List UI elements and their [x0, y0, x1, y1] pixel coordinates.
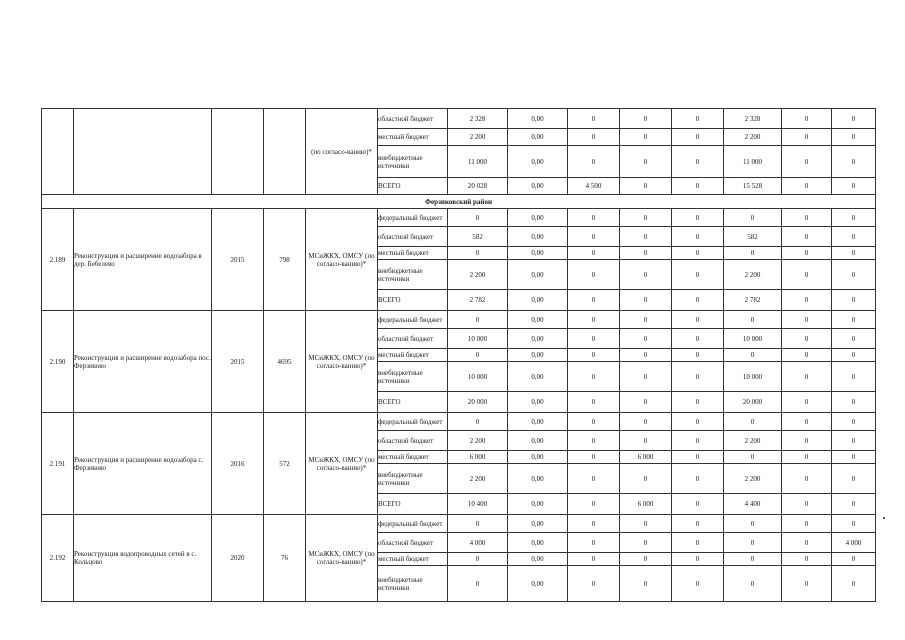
scan-speck: [883, 517, 885, 519]
value-cell: 10 000: [448, 329, 508, 349]
value-cell: 6 000: [620, 494, 672, 515]
value-cell: 0: [832, 566, 876, 602]
value-cell: 0: [672, 329, 724, 349]
value-cell: 0: [832, 329, 876, 349]
value-cell: 0: [782, 392, 832, 413]
value-cell: 2 328: [724, 109, 782, 129]
value-cell: 0: [672, 413, 724, 431]
value-cell: 20 000: [724, 392, 782, 413]
value-cell: 0: [672, 109, 724, 129]
value-cell: 0: [782, 553, 832, 566]
funding-source-cell: ВСЕГО: [378, 290, 448, 311]
value-cell: 2 782: [724, 290, 782, 311]
value-cell: 0,00: [508, 329, 568, 349]
value-cell: 0: [620, 290, 672, 311]
value-cell: 0: [832, 494, 876, 515]
value-cell: 0: [672, 247, 724, 260]
value-cell: 0,00: [508, 146, 568, 178]
value-cell: 0: [672, 129, 724, 146]
capacity-cell: 76: [264, 515, 306, 602]
value-cell: 0,00: [508, 129, 568, 146]
value-cell: 0: [620, 392, 672, 413]
value-cell: 0: [672, 362, 724, 392]
value-cell: 0: [568, 362, 620, 392]
value-cell: 0: [448, 515, 508, 533]
value-cell: 0: [620, 247, 672, 260]
value-cell: 0: [672, 451, 724, 464]
value-cell: 0,00: [508, 413, 568, 431]
value-cell: 0: [568, 464, 620, 494]
value-cell: 0: [672, 260, 724, 290]
value-cell: 0: [724, 349, 782, 362]
value-cell: 0: [832, 349, 876, 362]
value-cell: 0: [672, 290, 724, 311]
value-cell: 2 200: [724, 260, 782, 290]
value-cell: 0: [568, 311, 620, 329]
value-cell: 4 000: [448, 533, 508, 553]
value-cell: 0,00: [508, 566, 568, 602]
funding-source-cell: внебюджетные источники: [378, 146, 448, 178]
value-cell: 0: [568, 209, 620, 227]
value-cell: 0,00: [508, 494, 568, 515]
value-cell: 11 000: [448, 146, 508, 178]
value-cell: 0,00: [508, 349, 568, 362]
value-cell: 0: [568, 515, 620, 533]
funding-source-cell: внебюджетные источники: [378, 362, 448, 392]
value-cell: 0: [568, 451, 620, 464]
value-cell: 582: [448, 227, 508, 247]
funding-source-cell: ВСЕГО: [378, 178, 448, 195]
value-cell: 2 200: [724, 431, 782, 451]
value-cell: 0: [620, 349, 672, 362]
value-cell: 0: [672, 566, 724, 602]
value-cell: 0: [620, 109, 672, 129]
value-cell: 2 200: [724, 129, 782, 146]
value-cell: 0: [832, 146, 876, 178]
value-cell: 0: [568, 553, 620, 566]
value-cell: 0: [672, 146, 724, 178]
value-cell: 0: [620, 227, 672, 247]
value-cell: 0: [832, 260, 876, 290]
value-cell: 0: [782, 515, 832, 533]
project-name-cell: Реконструкция водопроводных сетей в с. Кольцово: [74, 515, 212, 602]
funding-source-cell: местный бюджет: [378, 553, 448, 566]
district-header-row: [42, 195, 876, 209]
value-cell: 0: [782, 109, 832, 129]
value-cell: 0: [620, 566, 672, 602]
table-row: [42, 209, 876, 227]
value-cell: 0: [782, 349, 832, 362]
funding-source-cell: федеральный бюджет: [378, 515, 448, 533]
value-cell: 0: [782, 129, 832, 146]
value-cell: 0: [672, 464, 724, 494]
value-cell: 0: [568, 290, 620, 311]
value-cell: 0,00: [508, 392, 568, 413]
project-name-cell: Реконструкция и расширение водозабора с. Ферзиково: [74, 413, 212, 515]
value-cell: 0: [832, 431, 876, 451]
value-cell: 6 000: [620, 451, 672, 464]
responsible-org-cell: МСиЖКХ, ОМСУ (по согласо-ванию)*: [306, 515, 378, 602]
funding-source-cell: внебюджетные источники: [378, 566, 448, 602]
year-cell: 2015: [212, 311, 264, 413]
value-cell: 10 000: [724, 362, 782, 392]
value-cell: 0: [724, 209, 782, 227]
row-number-cell: [42, 109, 74, 195]
row-number-cell: 2.190: [42, 311, 74, 413]
value-cell: 0: [672, 227, 724, 247]
row-number-cell: 2.191: [42, 413, 74, 515]
value-cell: 0: [832, 464, 876, 494]
value-cell: 0: [832, 129, 876, 146]
value-cell: 0: [672, 349, 724, 362]
value-cell: 0: [724, 566, 782, 602]
value-cell: 0: [782, 464, 832, 494]
value-cell: 0: [724, 311, 782, 329]
year-cell: 2015: [212, 209, 264, 311]
value-cell: 0: [724, 515, 782, 533]
value-cell: 0: [568, 109, 620, 129]
value-cell: 0: [568, 129, 620, 146]
funding-source-cell: федеральный бюджет: [378, 311, 448, 329]
funding-source-cell: внебюджетные источники: [378, 260, 448, 290]
value-cell: 0: [832, 227, 876, 247]
value-cell: 0: [672, 178, 724, 195]
value-cell: 0: [782, 311, 832, 329]
funding-source-cell: областной бюджет: [378, 227, 448, 247]
value-cell: 0: [620, 431, 672, 451]
value-cell: 15 528: [724, 178, 782, 195]
value-cell: 0: [568, 392, 620, 413]
value-cell: 0,00: [508, 553, 568, 566]
value-cell: 0: [724, 533, 782, 553]
value-cell: 0: [832, 290, 876, 311]
value-cell: 0: [782, 566, 832, 602]
value-cell: 0: [782, 431, 832, 451]
value-cell: 0: [672, 209, 724, 227]
value-cell: 0,00: [508, 451, 568, 464]
value-cell: 2 328: [448, 109, 508, 129]
funding-source-cell: областной бюджет: [378, 109, 448, 129]
funding-source-cell: федеральный бюджет: [378, 413, 448, 431]
value-cell: 0: [782, 227, 832, 247]
value-cell: 4 000: [832, 533, 876, 553]
value-cell: 0,00: [508, 178, 568, 195]
value-cell: 0: [620, 209, 672, 227]
value-cell: 0: [568, 533, 620, 553]
value-cell: 0: [832, 109, 876, 129]
value-cell: 0,00: [508, 209, 568, 227]
value-cell: 0,00: [508, 109, 568, 129]
value-cell: 0: [782, 178, 832, 195]
value-cell: 0: [782, 413, 832, 431]
funding-source-cell: областной бюджет: [378, 533, 448, 553]
value-cell: 10 400: [448, 494, 508, 515]
value-cell: 0: [832, 178, 876, 195]
capacity-cell: [264, 109, 306, 195]
value-cell: 2 782: [448, 290, 508, 311]
value-cell: 0: [672, 431, 724, 451]
value-cell: 0: [724, 553, 782, 566]
value-cell: 0: [568, 227, 620, 247]
value-cell: 11 000: [724, 146, 782, 178]
value-cell: 0: [448, 311, 508, 329]
value-cell: 0: [782, 209, 832, 227]
value-cell: 0: [620, 146, 672, 178]
value-cell: 0: [620, 464, 672, 494]
value-cell: 0,00: [508, 247, 568, 260]
funding-source-cell: местный бюджет: [378, 451, 448, 464]
project-name-cell: Реконструкция и расширение водозабора в дер. Бебелево: [74, 209, 212, 311]
value-cell: 0: [620, 553, 672, 566]
value-cell: 0: [672, 311, 724, 329]
value-cell: 2 200: [448, 260, 508, 290]
funding-source-cell: местный бюджет: [378, 129, 448, 146]
year-cell: 2016: [212, 413, 264, 515]
value-cell: 0: [832, 392, 876, 413]
value-cell: 0: [782, 247, 832, 260]
value-cell: 0: [568, 260, 620, 290]
value-cell: 0: [448, 566, 508, 602]
value-cell: 0: [672, 494, 724, 515]
value-cell: 0: [832, 553, 876, 566]
funding-source-cell: ВСЕГО: [378, 494, 448, 515]
table-row: [42, 109, 876, 129]
value-cell: 0: [832, 362, 876, 392]
value-cell: 0: [620, 515, 672, 533]
value-cell: 0: [568, 494, 620, 515]
capacity-cell: 798: [264, 209, 306, 311]
funding-source-cell: ВСЕГО: [378, 392, 448, 413]
value-cell: 0: [568, 431, 620, 451]
value-cell: 0: [832, 451, 876, 464]
table-row: [42, 413, 876, 431]
funding-source-cell: внебюджетные источники: [378, 464, 448, 494]
value-cell: 0: [568, 413, 620, 431]
value-cell: 0: [448, 247, 508, 260]
value-cell: 0: [832, 209, 876, 227]
responsible-org-cell: МСиЖКХ, ОМСУ (по согласо-ванию)*: [306, 311, 378, 413]
value-cell: 0: [568, 146, 620, 178]
project-name-cell: [74, 109, 212, 195]
value-cell: 0: [568, 349, 620, 362]
year-cell: [212, 109, 264, 195]
value-cell: 0: [782, 451, 832, 464]
value-cell: 0,00: [508, 464, 568, 494]
value-cell: 0: [832, 413, 876, 431]
value-cell: 0: [672, 392, 724, 413]
funding-source-cell: областной бюджет: [378, 431, 448, 451]
district-heading: Ферзиковский район: [42, 195, 876, 209]
row-number-cell: 2.192: [42, 515, 74, 602]
value-cell: 0,00: [508, 431, 568, 451]
value-cell: 0: [782, 494, 832, 515]
value-cell: 20 028: [448, 178, 508, 195]
value-cell: 0,00: [508, 227, 568, 247]
responsible-org-cell: МСиЖКХ, ОМСУ (по согласо-ванию)*: [306, 413, 378, 515]
funding-source-cell: федеральный бюджет: [378, 209, 448, 227]
value-cell: 0,00: [508, 290, 568, 311]
responsible-org-cell: (по согласо-ванию)*: [306, 109, 378, 195]
value-cell: 0,00: [508, 533, 568, 553]
value-cell: 0: [672, 533, 724, 553]
table-row: [42, 311, 876, 329]
value-cell: 0: [448, 209, 508, 227]
value-cell: 2 200: [724, 464, 782, 494]
funding-source-cell: местный бюджет: [378, 247, 448, 260]
value-cell: 0: [832, 247, 876, 260]
value-cell: 0,00: [508, 311, 568, 329]
value-cell: 0: [782, 329, 832, 349]
value-cell: 0: [620, 260, 672, 290]
value-cell: 582: [724, 227, 782, 247]
value-cell: 2 200: [448, 464, 508, 494]
value-cell: 0: [620, 533, 672, 553]
capacity-cell: 4695: [264, 311, 306, 413]
value-cell: 0: [620, 329, 672, 349]
value-cell: 0: [782, 146, 832, 178]
value-cell: 0: [782, 362, 832, 392]
funding-source-cell: областной бюджет: [378, 329, 448, 349]
value-cell: 0: [568, 247, 620, 260]
value-cell: 10 000: [724, 329, 782, 349]
value-cell: 0: [782, 533, 832, 553]
value-cell: 0: [448, 413, 508, 431]
value-cell: 10 000: [448, 362, 508, 392]
row-number-cell: 2.189: [42, 209, 74, 311]
value-cell: 6 000: [448, 451, 508, 464]
funding-source-cell: местный бюджет: [378, 349, 448, 362]
value-cell: 0: [724, 247, 782, 260]
value-cell: 0: [448, 553, 508, 566]
value-cell: 4 400: [724, 494, 782, 515]
capacity-cell: 572: [264, 413, 306, 515]
value-cell: 0: [448, 349, 508, 362]
project-name-cell: Реконструкция и расширение водозабора пос. Ферзиково: [74, 311, 212, 413]
value-cell: 0,00: [508, 362, 568, 392]
value-cell: 0: [568, 329, 620, 349]
value-cell: 0,00: [508, 260, 568, 290]
year-cell: 2020: [212, 515, 264, 602]
value-cell: 20 000: [448, 392, 508, 413]
value-cell: 2 200: [448, 431, 508, 451]
value-cell: 0: [568, 566, 620, 602]
value-cell: 0: [832, 515, 876, 533]
value-cell: 0: [672, 553, 724, 566]
value-cell: 0: [620, 178, 672, 195]
value-cell: 0: [832, 311, 876, 329]
value-cell: 0,00: [508, 515, 568, 533]
value-cell: 2 200: [448, 129, 508, 146]
value-cell: 4 500: [568, 178, 620, 195]
value-cell: 0: [782, 290, 832, 311]
value-cell: 0: [724, 413, 782, 431]
table-row: [42, 515, 876, 533]
value-cell: 0: [620, 362, 672, 392]
value-cell: 0: [620, 413, 672, 431]
investment-table: [41, 108, 876, 602]
value-cell: 0: [620, 311, 672, 329]
value-cell: 0: [620, 129, 672, 146]
responsible-org-cell: МСиЖКХ, ОМСУ (по согласо-ванию)*: [306, 209, 378, 311]
value-cell: 0: [782, 260, 832, 290]
value-cell: 0: [672, 515, 724, 533]
value-cell: 0: [724, 451, 782, 464]
